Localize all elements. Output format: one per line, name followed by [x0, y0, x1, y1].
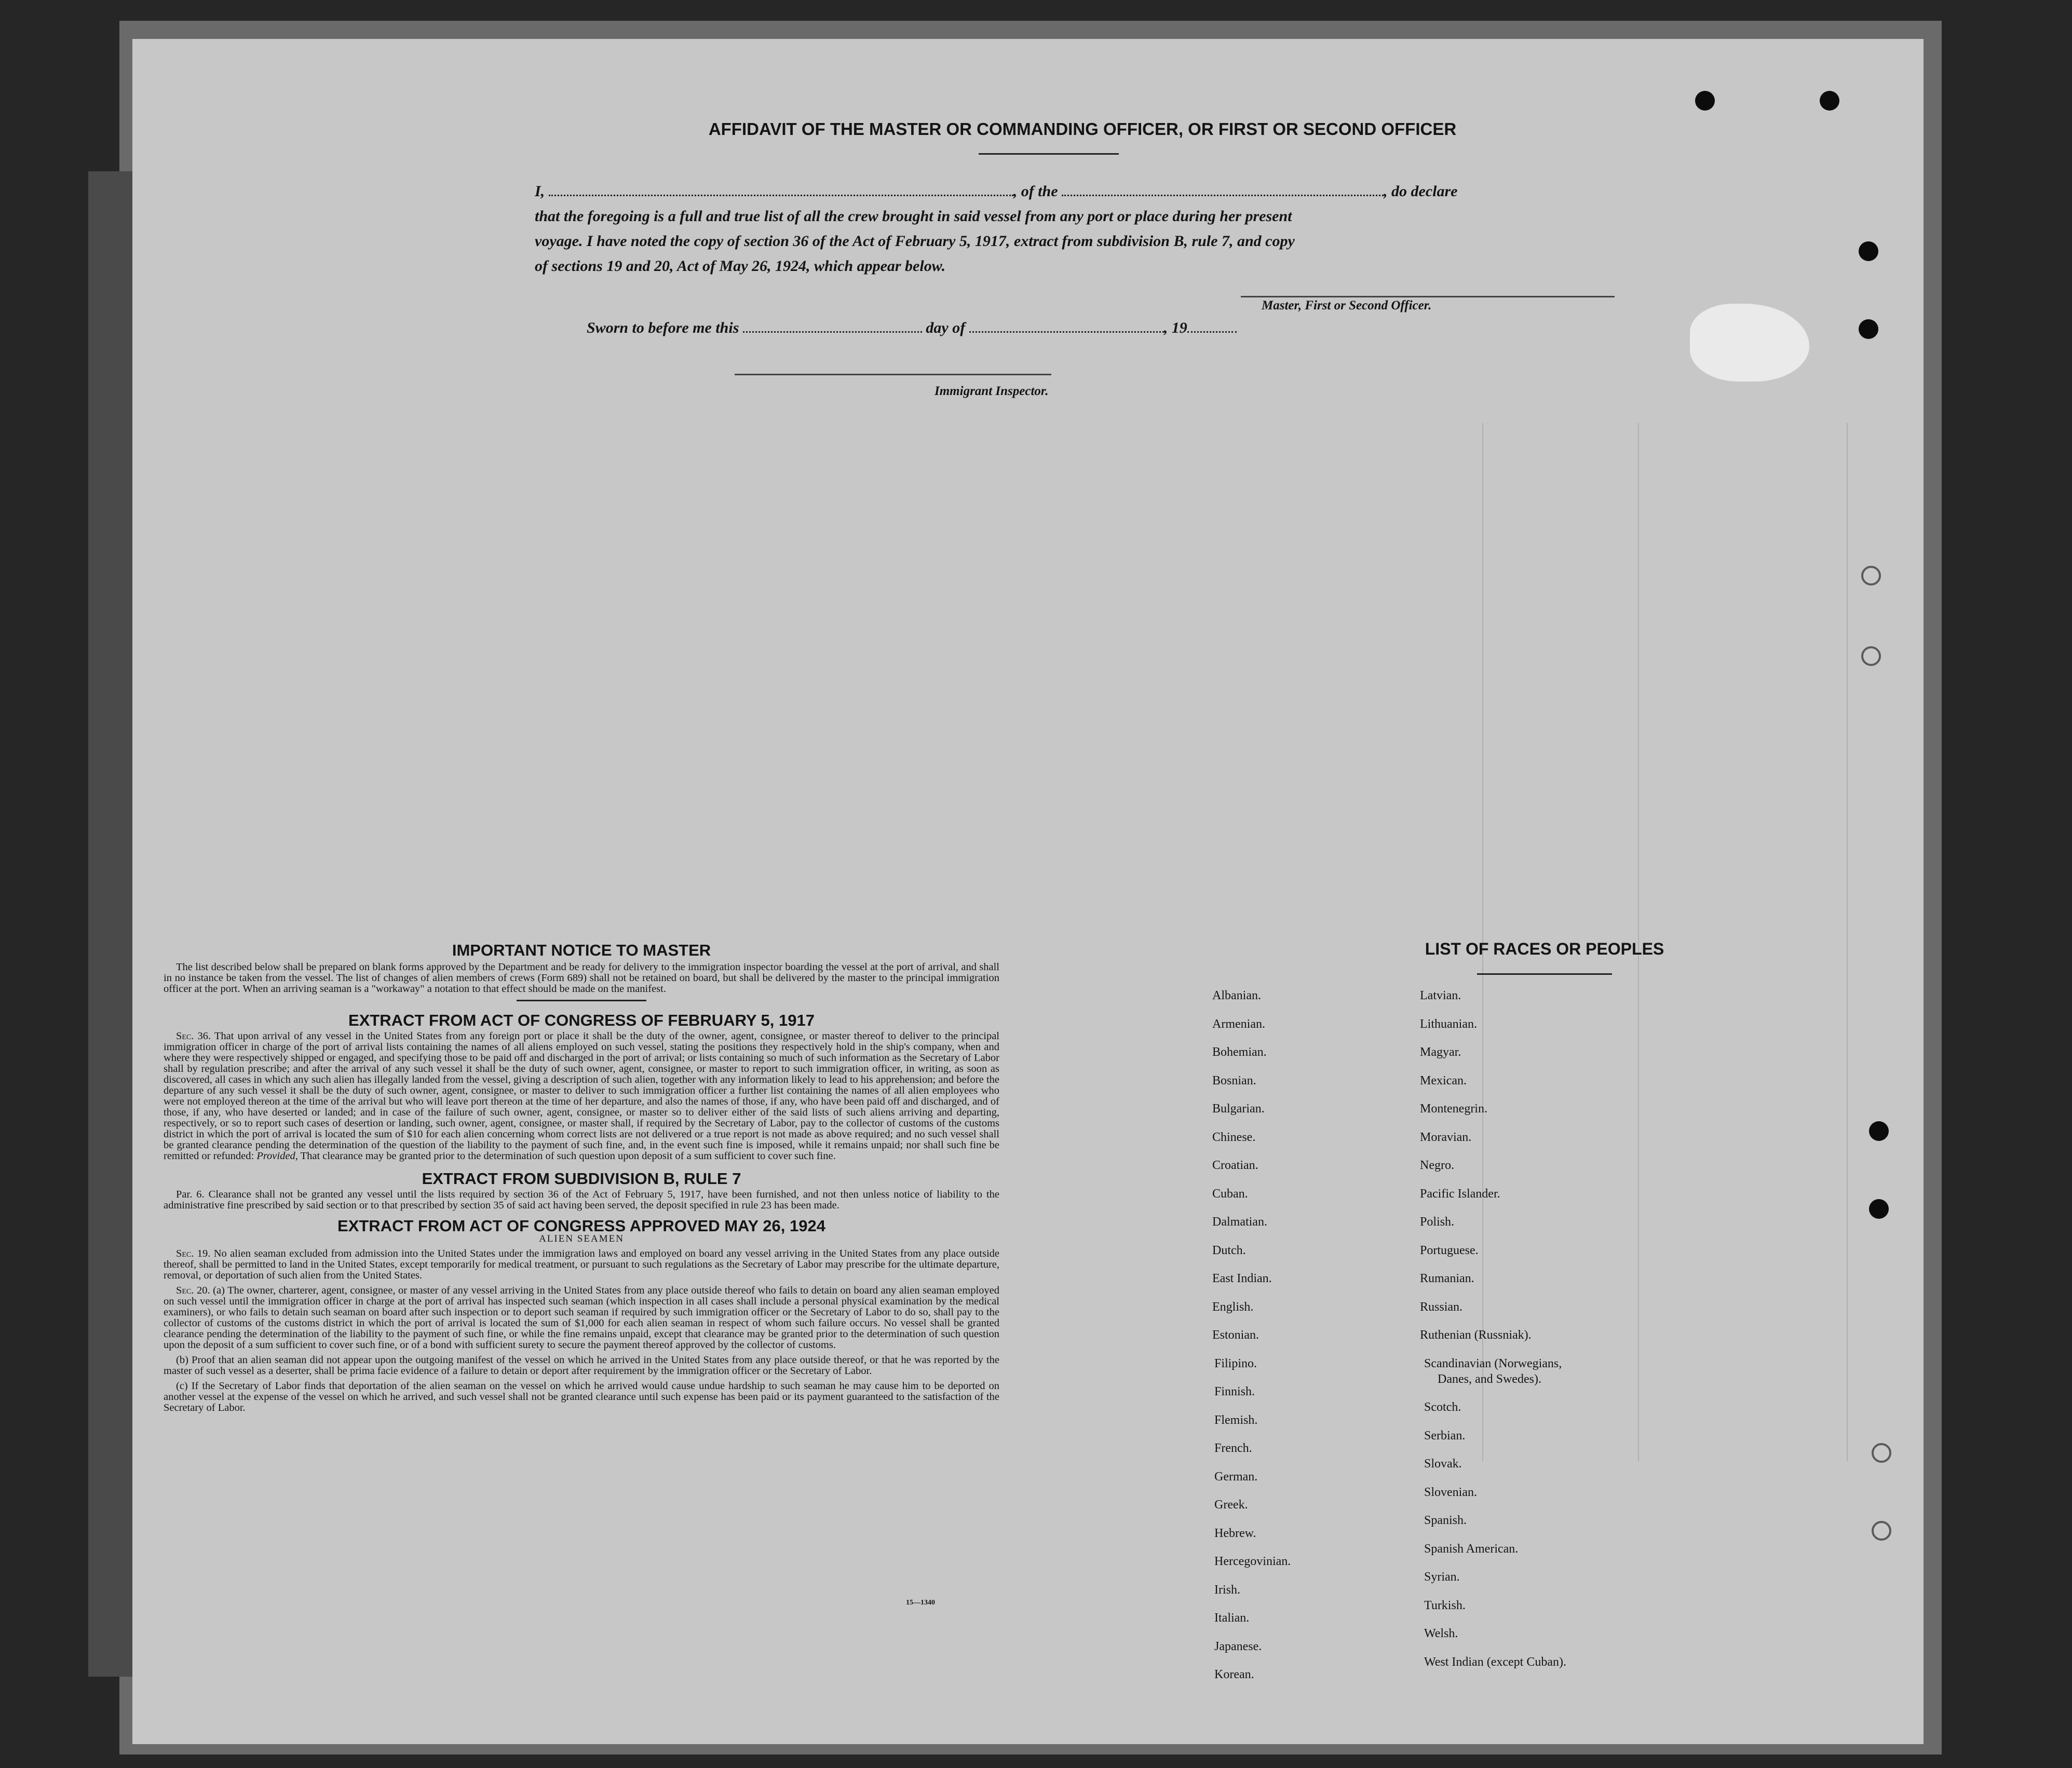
race-item: Syrian.	[1424, 1570, 1460, 1584]
race-item: Turkish.	[1424, 1598, 1466, 1612]
race-item: Spanish American.	[1424, 1542, 1519, 1556]
punch-hole	[1859, 319, 1878, 339]
extract-1917-title: EXTRACT FROM ACT OF CONGRESS OF FEBRUARY 5, 1917	[348, 1011, 815, 1029]
race-item: Bosnian.	[1212, 1073, 1256, 1087]
race-item: Italian.	[1214, 1611, 1250, 1625]
sworn-day-field[interactable]	[743, 331, 922, 333]
extract-1917-body	[164, 1031, 999, 1162]
sworn-day-of: day of	[926, 319, 966, 336]
document-page	[132, 39, 1924, 1744]
race-item: Albanian.	[1212, 989, 1261, 1002]
race-item: Dutch.	[1212, 1243, 1246, 1257]
punch-hole	[1861, 646, 1881, 666]
race-item: Filipino.	[1214, 1356, 1257, 1370]
binding-strip	[88, 171, 138, 1677]
race-item: French.	[1214, 1441, 1252, 1455]
extract-rule7-body: Par. 6. Clearance shall not be granted any vessel until the lists required by section 36 of the Act of February 5, 1917, have been furnished, and not then unless notice of liability to the administrative fine prescribed by said section or to that prescribed by section 35 of said act having been served, the deposit specified in rule 23 has been made.	[164, 1189, 999, 1211]
race-item: Scotch.	[1424, 1400, 1461, 1414]
punch-hole	[1872, 1521, 1891, 1541]
vessel-name-field[interactable]	[1062, 195, 1384, 196]
race-item: Greek.	[1214, 1498, 1248, 1512]
sec-20b-paragraph: (b) Proof that an alien seaman did not appear upon the outgoing manifest of the vessel on which he arrived in the United States from any place outside thereof, or that he was reported by the master of such vessel as a deserter, shall be prima facie evidence of a failure to detain or deport after requirement by the immigration officer or the Secretary of Labor.	[164, 1354, 999, 1377]
race-item: Scandinavian (Norwegians,	[1424, 1356, 1562, 1370]
race-item: West Indian (except Cuban).	[1424, 1655, 1566, 1669]
extract-1924-title: EXTRACT FROM ACT OF CONGRESS APPROVED MAY 26, 1924	[337, 1217, 825, 1235]
punch-hole	[1820, 91, 1839, 111]
race-item: Polish.	[1420, 1215, 1455, 1229]
inspector-signature-label: Immigrant Inspector.	[935, 384, 1049, 398]
affidavit-i: I,	[535, 183, 545, 200]
race-item: Hercegovinian.	[1214, 1555, 1291, 1568]
race-item: Serbian.	[1424, 1429, 1466, 1443]
race-item: Japanese.	[1214, 1639, 1262, 1653]
race-item: Rumanian.	[1420, 1272, 1474, 1285]
sec-20a-paragraph	[164, 1285, 999, 1351]
race-item: Pacific Islander.	[1420, 1187, 1500, 1201]
punch-hole	[1695, 91, 1715, 111]
sworn-year-field[interactable]	[1187, 331, 1237, 333]
race-item: Danes, and Swedes).	[1438, 1372, 1541, 1386]
sworn-year-prefix: , 19	[1163, 319, 1187, 336]
race-item: Croatian.	[1212, 1159, 1258, 1172]
sworn-text: Sworn to before me this	[587, 319, 739, 336]
race-item: Slovenian.	[1424, 1485, 1477, 1499]
affidavit-do-declare: , do declare	[1384, 183, 1458, 200]
race-item: Spanish.	[1424, 1514, 1467, 1527]
sworn-month-field[interactable]	[969, 331, 1164, 333]
affidavit-line-2: that the foregoing is a full and true list of all the crew brought in said vessel from any port or place during her present	[535, 208, 1292, 225]
race-item: Moravian.	[1420, 1130, 1472, 1144]
races-title-underline	[1477, 973, 1612, 975]
race-item: Hebrew.	[1214, 1526, 1256, 1540]
race-item: Finnish.	[1214, 1385, 1255, 1398]
affidavit-of-the: , of the	[1013, 183, 1058, 200]
race-item: German.	[1214, 1470, 1258, 1484]
punch-hole	[1869, 1199, 1889, 1219]
affidavit-line-1	[535, 179, 1682, 204]
sec-19-label: Sec. 19.	[176, 1248, 211, 1259]
race-item: Dalmatian.	[1212, 1215, 1267, 1229]
sec-19-text: No alien seaman excluded from admission into the United States under the immigration laws and employed on board any vessel arriving in the United States from any place outside thereof, shall be permitted to land in the United States, except temporarily for medical treatment, or pursuant to such regulations as the Secretary of Labor may prescribe for the ultimate departure, removal, or deportation of such alien from the United States.	[164, 1248, 1000, 1281]
races-title: LIST OF RACES OR PEOPLES	[1425, 940, 1664, 958]
race-item: Cuban.	[1212, 1187, 1248, 1201]
race-item: Mexican.	[1420, 1073, 1467, 1087]
affidavit-title: AFFIDAVIT OF THE MASTER OR COMMANDING OFFICER, OR FIRST OR SECOND OFFICER	[708, 119, 1457, 139]
sec-20a-text: (a) The owner, charterer, agent, consignee, or master of any vessel arriving in the United States from any place outside thereof who fails to detain on board any alien seaman employed on such vessel until the immigration officer in charge at the port of arrival has inspected such seaman (which inspection in all cases shall include a personal physical examination by the medical examiners), or who fails to detain such seaman on board after such inspection or to deport such seaman if required by such immigration officer or the Secretary of Labor to do so, shall pay to the collector of customs of the customs district in which the port of arrival is located the sum of $1,000 for each alien seaman in respect of whom such failure occurs. No vessel shall be granted clearance pending the determination of the liability to the payment of such fine, or while the fine remains unpaid, except that clearance may be granted prior to the determination of such question upon the deposit of a sum sufficient to cover such fine, or of a bond with sufficient surety to secure the payment thereof approved by the collector of customs.	[164, 1285, 1000, 1351]
affidavit-line-4: of sections 19 and 20, Act of May 26, 1924, which appear below.	[535, 257, 946, 275]
race-item: Portuguese.	[1420, 1243, 1479, 1257]
notice-column	[164, 941, 1000, 1418]
sec-20c-paragraph: (c) If the Secretary of Labor finds that deportation of the alien seaman on the vessel on which he arrived would cause undue hardship to such seaman he may cause him to be deported on another vessel at the expense of the vessel on which he arrived, and such vessel shall not be granted clearance until such expense has been paid or its payment guaranteed to the satisfaction of the Secretary of Labor.	[164, 1380, 999, 1413]
extract-rule7-title: EXTRACT FROM SUBDIVISION B, RULE 7	[422, 1169, 741, 1188]
paper-stain	[1690, 304, 1809, 382]
affidavit-line-3: voyage. I have noted the copy of section 36 of the Act of February 5, 1917, extract from subdivision B, rule 7, and copy	[535, 233, 1295, 250]
provided-word: Provided,	[256, 1150, 298, 1162]
race-item: Montenegrin.	[1420, 1102, 1487, 1116]
race-item: Lithuanian.	[1420, 1017, 1477, 1031]
punch-hole	[1861, 566, 1881, 586]
punch-hole	[1859, 241, 1878, 261]
extract-1924-subtitle: ALIEN SEAMEN	[539, 1233, 624, 1244]
race-item: Russian.	[1420, 1300, 1463, 1314]
race-item: Bulgarian.	[1212, 1102, 1265, 1116]
officer-name-field[interactable]	[549, 195, 1013, 196]
master-signature-label: Master, First or Second Officer.	[1262, 298, 1432, 312]
race-item: Irish.	[1214, 1583, 1240, 1597]
sec-36-label: Sec. 36.	[176, 1030, 211, 1042]
race-item: English.	[1212, 1300, 1254, 1314]
master-signature-line[interactable]	[1241, 296, 1615, 297]
punch-hole	[1872, 1443, 1891, 1463]
inspector-signature-line[interactable]	[735, 374, 1051, 375]
affidavit-statement	[535, 179, 1682, 279]
punch-hole	[1869, 1121, 1889, 1141]
race-item: Korean.	[1214, 1668, 1254, 1681]
section-divider	[517, 1000, 646, 1001]
race-item: Welsh.	[1424, 1627, 1458, 1640]
title-underline	[979, 153, 1119, 155]
race-item: Latvian.	[1420, 989, 1461, 1002]
sec-36-text-b: That clearance may be granted prior to the determination of such question upon deposit of a sum sufficient to cover such fine.	[300, 1150, 836, 1162]
notice-body: The list described below shall be prepared on blank forms approved by the Department and be ready for delivery to the immigration inspector boarding the vessel at the port of arrival, and shall in no instance be taken from the vessel. The list of changes of alien members of crews (Form 689) shall not be retained on board, but shall be delivered by the master to the principal immigration officer at the port. When an arriving seaman is a "workaway" a notation to that effect should be made on the manifest.	[164, 961, 999, 995]
race-item: Estonian.	[1212, 1328, 1259, 1342]
race-item: Bohemian.	[1212, 1045, 1267, 1059]
form-number: 15—1340	[906, 1599, 935, 1607]
race-item: East Indian.	[1212, 1272, 1272, 1285]
sec-36-text-a: That upon arrival of any vessel in the United States from any foreign port or place it shall be the duty of the owner, agent, consignee, or master thereof to deliver to the principal immigration officer in charge of the port of arrival lists containing the names of all aliens employed on such vessel, stating the positions they respectively hold in the ship's company, when and where they were respectively shipped or engaged, and specifying those to be paid off and discharged in the port of arrival; or lists containing so much of such information as the Secretary of Labor shall by regulation prescribe; and after the arrival of any such vessel it shall be the duty of such owner, agent, consignee, or master to report to such immigration officer, in writing, as soon as discovered, all cases in which any such alien has illegally landed from the vessel, giving a description of such alien, together with any information likely to lead to his apprehension; and before the departure of any such vessel it shall be the duty of such owner, agent, consignee, or master to deliver to such immigration officer a further list containing the names of all alien employees who were not employed thereon at the time of the arrival but who will leave port thereon at the time of her departure, and also the names of those, if any, who have been paid off and discharged, and of those, if any, who have deserted or landed; and in case of the failure of such owner, agent, consignee, or master so to deliver either of the said lists of such aliens arriving and departing, respectively, or so to report such cases of desertion or landing, such owner, agent, consignee, or master shall, if required by the Secretary of Labor, pay to the collector of customs of the customs district in which the port of arrival is located the sum of $10 for each alien concerning whom correct lists are not delivered or a true report is not made as above required; and no such vessel shall be granted clearance pending the determination of the question of the liability to the payment of such fine, and, in the event such fine is imposed, while it remains unpaid; nor shall such fine be remitted or refunded:	[164, 1030, 999, 1162]
race-item: Negro.	[1420, 1159, 1454, 1172]
page-content	[132, 39, 1924, 1744]
race-item: Chinese.	[1212, 1130, 1256, 1144]
race-item: Armenian.	[1212, 1017, 1265, 1031]
race-item: Flemish.	[1214, 1413, 1258, 1427]
race-item: Magyar.	[1420, 1045, 1461, 1059]
notice-title: IMPORTANT NOTICE TO MASTER	[452, 941, 711, 959]
race-item: Ruthenian (Russniak).	[1420, 1328, 1532, 1342]
sworn-line	[587, 319, 1237, 337]
race-item: Slovak.	[1424, 1457, 1462, 1471]
sec-19-paragraph	[164, 1248, 999, 1281]
sec-20-label: Sec. 20.	[176, 1285, 210, 1296]
